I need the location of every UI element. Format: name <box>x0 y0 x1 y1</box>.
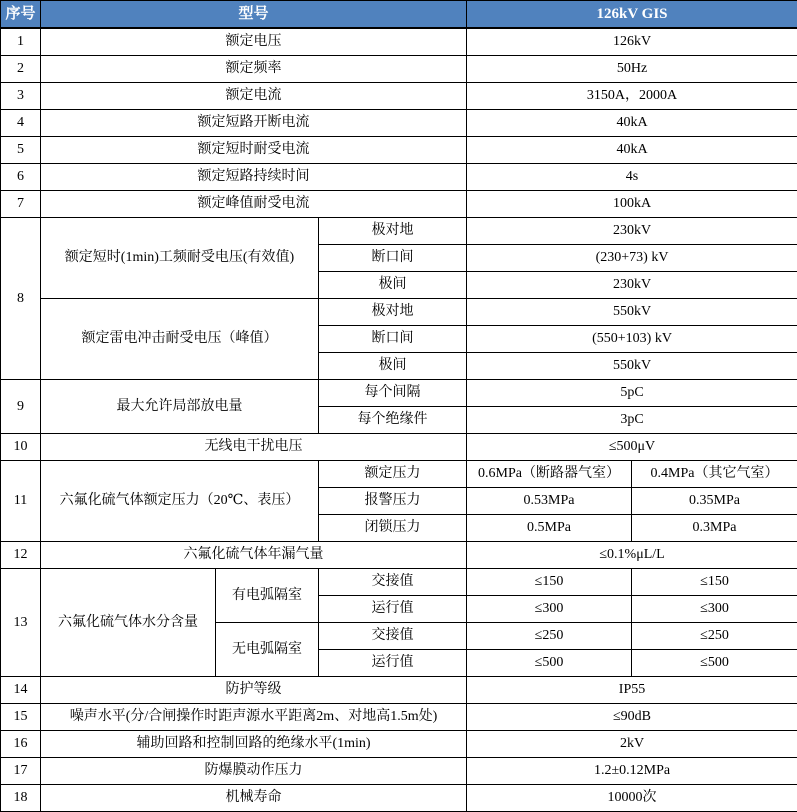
row-value: (550+103) kV <box>467 326 797 353</box>
header-row <box>1 1 797 29</box>
row-no: 12 <box>1 542 41 569</box>
row-value: ≤90dB <box>467 704 797 731</box>
row-label: 防护等级 <box>41 677 467 704</box>
row-value: 50Hz <box>467 56 797 83</box>
chamber-label: 有电弧隔室 <box>216 569 319 623</box>
row-no: 2 <box>1 56 41 83</box>
sub-label: 额定压力 <box>319 461 467 488</box>
row-value: 3pC <box>467 407 797 434</box>
row-label: 六氟化硫气体年漏气量 <box>41 542 467 569</box>
row-no: 6 <box>1 164 41 191</box>
row-value: 0.5MPa <box>467 515 632 542</box>
row-value: ≤150 <box>467 569 632 596</box>
table-row <box>1 164 797 191</box>
row-value: 0.6MPa（断路器气室） <box>467 461 632 488</box>
table-row <box>1 191 797 218</box>
row-label: 额定频率 <box>41 56 467 83</box>
row-value: 100kA <box>467 191 797 218</box>
row-value: 10000次 <box>467 785 797 812</box>
header-model: 型号 <box>41 1 467 29</box>
row-value: ≤250 <box>467 623 632 650</box>
row-value: ≤300 <box>632 596 797 623</box>
table-row <box>1 434 797 461</box>
row-value: ≤150 <box>632 569 797 596</box>
sub-label: 闭锁压力 <box>319 515 467 542</box>
row-value: 0.3MPa <box>632 515 797 542</box>
sub-label: 极对地 <box>319 299 467 326</box>
table-row <box>1 110 797 137</box>
row-no: 14 <box>1 677 41 704</box>
row-value: ≤0.1%μL/L <box>467 542 797 569</box>
table-row <box>1 137 797 164</box>
table-row <box>1 56 797 83</box>
row-value: 5pC <box>467 380 797 407</box>
row-value: ≤500 <box>467 650 632 677</box>
row-value: 2kV <box>467 731 797 758</box>
row-value: ≤300 <box>467 596 632 623</box>
row-value: 550kV <box>467 353 797 380</box>
row-value: 0.4MPa（其它气室） <box>632 461 797 488</box>
table-row <box>1 218 797 245</box>
row-value: 3150A，2000A <box>467 83 797 110</box>
table-row <box>1 758 797 785</box>
sub-label: 报警压力 <box>319 488 467 515</box>
row-no: 15 <box>1 704 41 731</box>
header-value: 126kV GIS <box>467 1 797 29</box>
table-row <box>1 731 797 758</box>
row-value: 40kA <box>467 137 797 164</box>
table-row <box>1 461 797 488</box>
row-no: 3 <box>1 83 41 110</box>
row-no: 16 <box>1 731 41 758</box>
sub-label: 极对地 <box>319 218 467 245</box>
row-value: ≤500 <box>632 650 797 677</box>
sub-label: 断口间 <box>319 326 467 353</box>
row-no: 10 <box>1 434 41 461</box>
row-label: 机械寿命 <box>41 785 467 812</box>
table-row <box>1 785 797 812</box>
row-value: 1.2±0.12MPa <box>467 758 797 785</box>
chamber-label: 无电弧隔室 <box>216 623 319 677</box>
row-label: 额定短时耐受电流 <box>41 137 467 164</box>
header-no: 序号 <box>1 1 41 29</box>
sub-label: 极间 <box>319 353 467 380</box>
row-label: 额定短时(1min)工频耐受电压(有效值) <box>41 218 319 299</box>
row-value: 4s <box>467 164 797 191</box>
row-label: 最大允许局部放电量 <box>41 380 319 434</box>
row-value: ≤250 <box>632 623 797 650</box>
sub-label: 交接值 <box>319 569 467 596</box>
row-label: 六氟化硫气体额定压力（20℃、表压） <box>41 461 319 542</box>
row-label: 六氟化硫气体水分含量 <box>41 569 216 677</box>
row-label: 额定电压 <box>41 28 467 56</box>
table-row <box>1 542 797 569</box>
row-value: 0.53MPa <box>467 488 632 515</box>
row-label: 额定雷电冲击耐受电压（峰值） <box>41 299 319 380</box>
sub-label: 运行值 <box>319 596 467 623</box>
row-label: 噪声水平(分/合闸操作时距声源水平距离2m、对地高1.5m处) <box>41 704 467 731</box>
row-no: 13 <box>1 569 41 677</box>
row-label: 额定短路持续时间 <box>41 164 467 191</box>
row-label: 辅助回路和控制回路的绝缘水平(1min) <box>41 731 467 758</box>
row-no: 5 <box>1 137 41 164</box>
row-value: IP55 <box>467 677 797 704</box>
row-label: 额定峰值耐受电流 <box>41 191 467 218</box>
row-value: 40kA <box>467 110 797 137</box>
row-value: 230kV <box>467 218 797 245</box>
row-no: 11 <box>1 461 41 542</box>
sub-label: 断口间 <box>319 245 467 272</box>
table-row <box>1 569 797 596</box>
row-value: 550kV <box>467 299 797 326</box>
table-row <box>1 299 797 326</box>
row-no: 9 <box>1 380 41 434</box>
row-value: ≤500μV <box>467 434 797 461</box>
row-value: 0.35MPa <box>632 488 797 515</box>
row-no: 7 <box>1 191 41 218</box>
row-value: (230+73) kV <box>467 245 797 272</box>
row-no: 4 <box>1 110 41 137</box>
row-value: 230kV <box>467 272 797 299</box>
table-row <box>1 677 797 704</box>
table-row <box>1 83 797 110</box>
row-label: 额定电流 <box>41 83 467 110</box>
table-row <box>1 28 797 56</box>
row-label: 额定短路开断电流 <box>41 110 467 137</box>
row-no: 18 <box>1 785 41 812</box>
sub-label: 每个绝缘件 <box>319 407 467 434</box>
sub-label: 交接值 <box>319 623 467 650</box>
table-row <box>1 704 797 731</box>
row-label: 无线电干扰电压 <box>41 434 467 461</box>
table-row <box>1 380 797 407</box>
row-no: 8 <box>1 218 41 380</box>
row-value: 126kV <box>467 28 797 56</box>
row-no: 1 <box>1 28 41 56</box>
sub-label: 每个间隔 <box>319 380 467 407</box>
row-label: 防爆膜动作压力 <box>41 758 467 785</box>
sub-label: 极间 <box>319 272 467 299</box>
row-no: 17 <box>1 758 41 785</box>
sub-label: 运行值 <box>319 650 467 677</box>
